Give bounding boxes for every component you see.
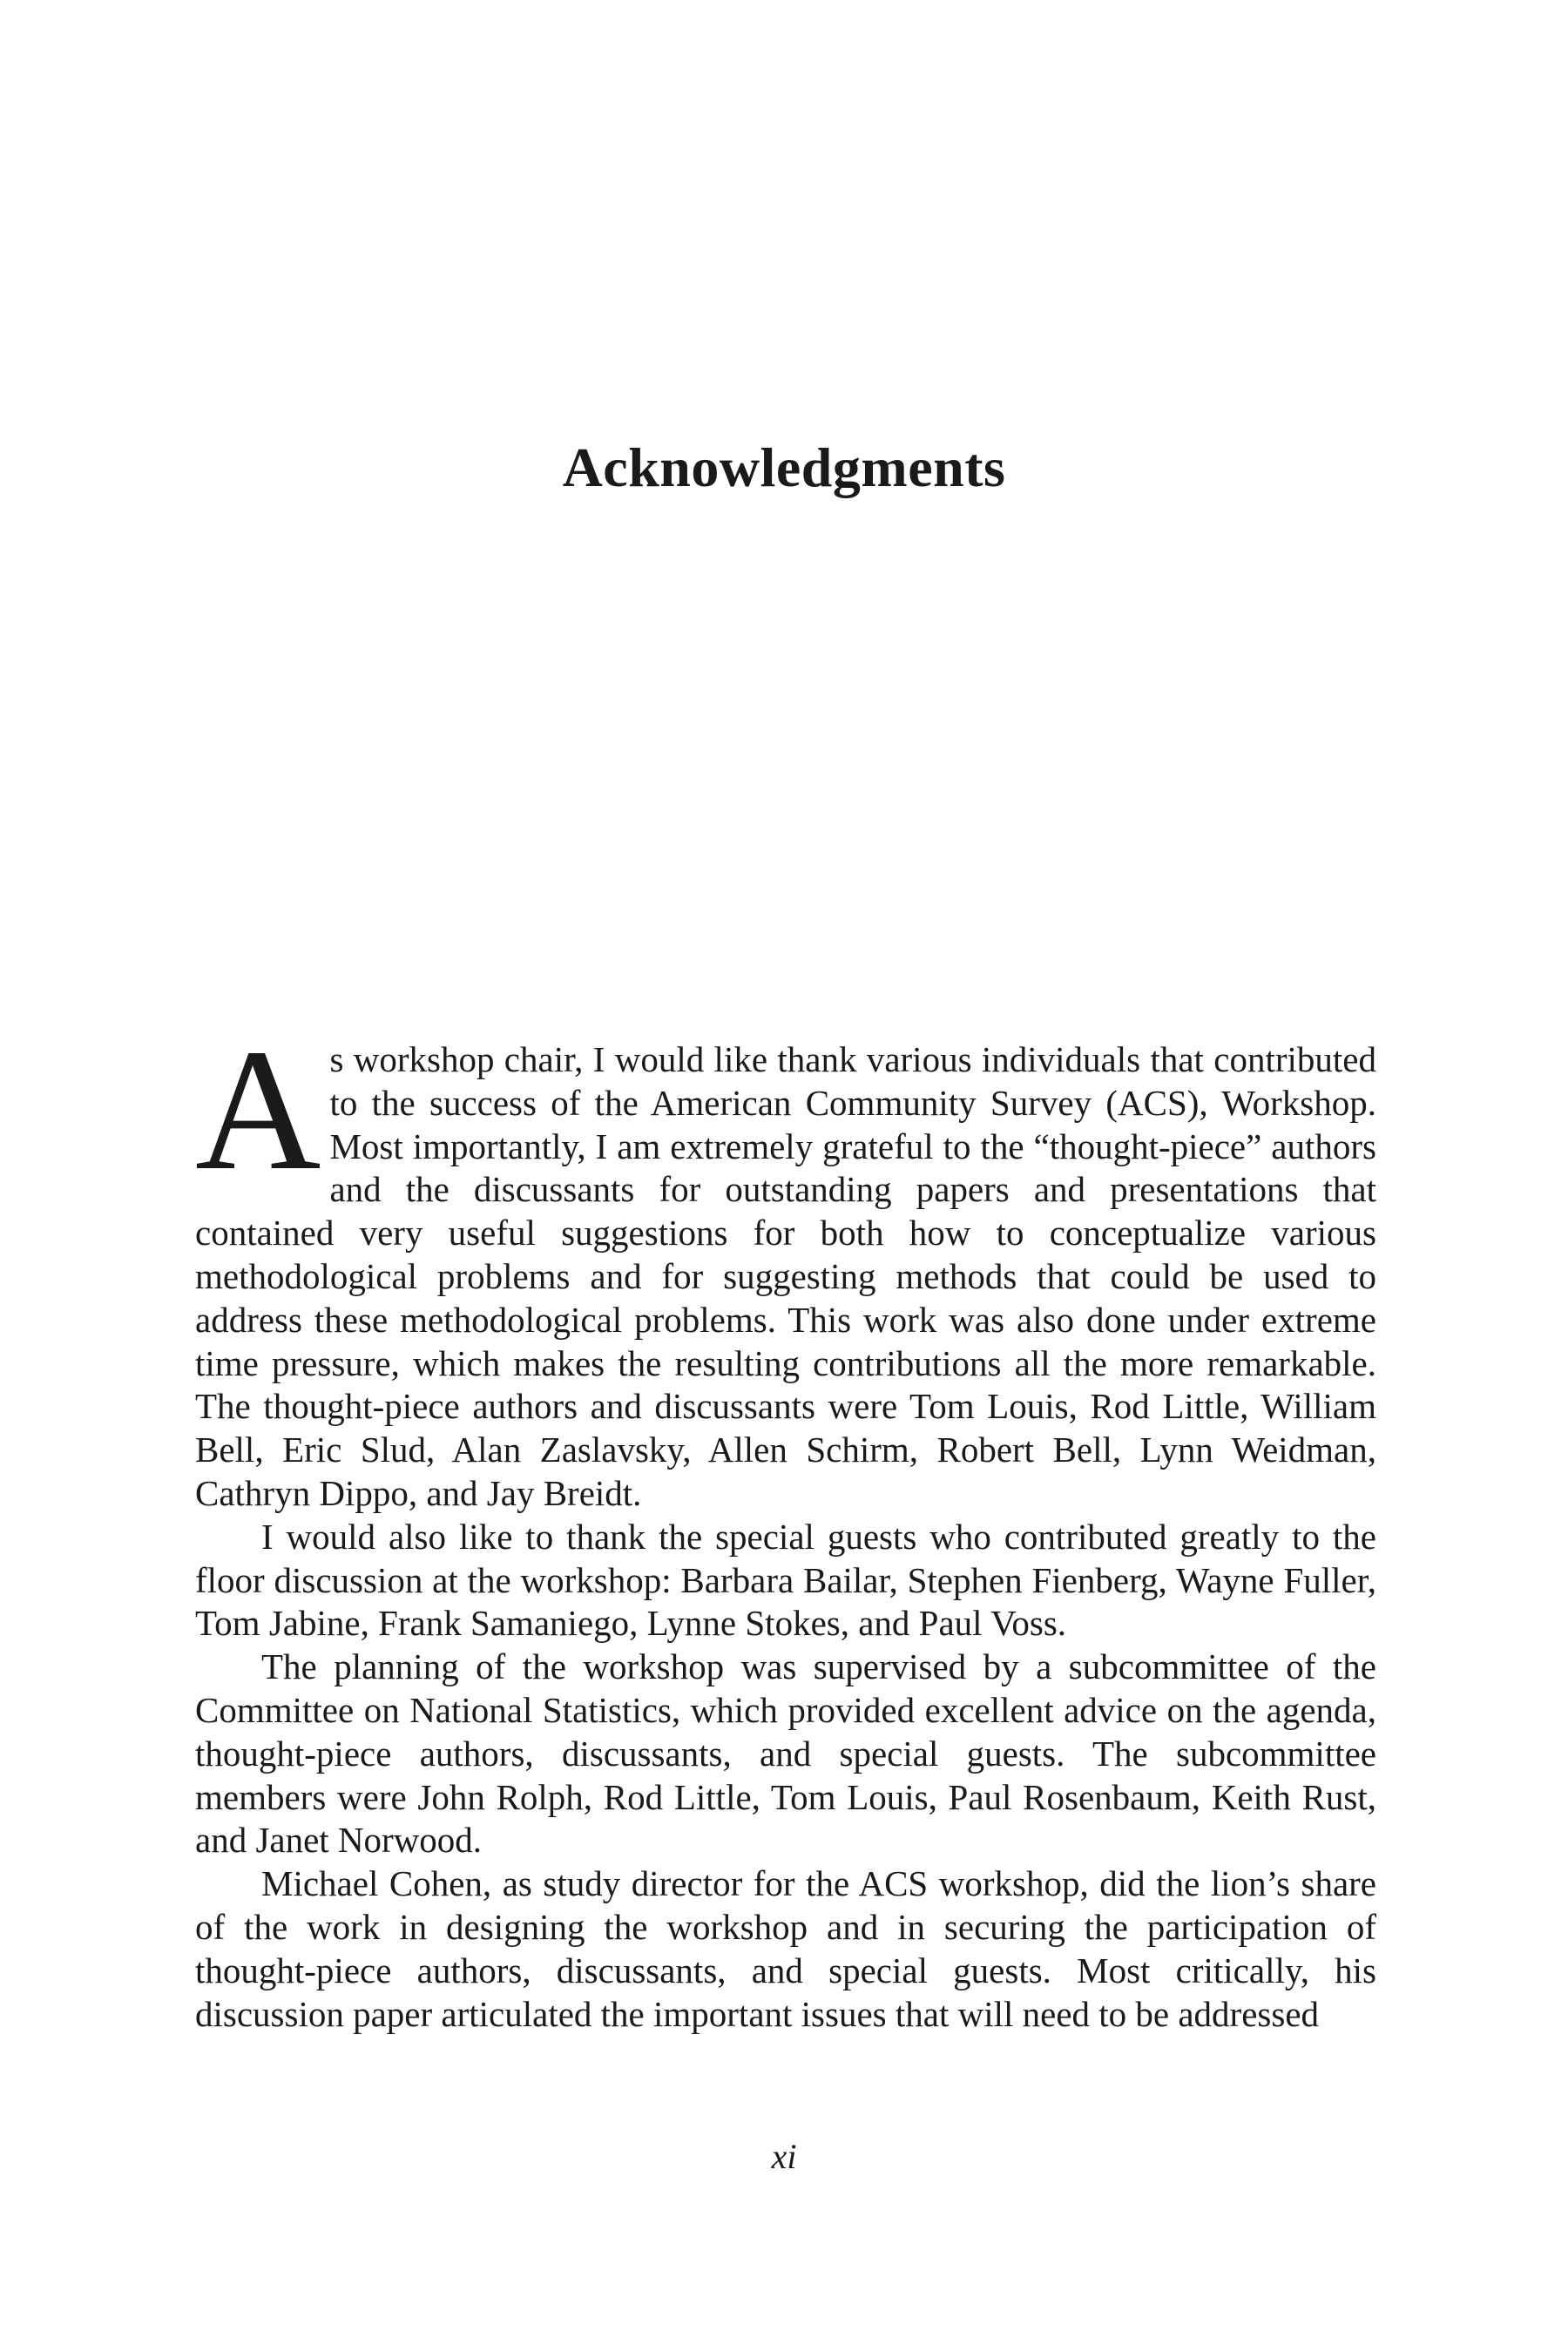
paragraph-1 <box>195 1014 1376 1516</box>
page-title: Acknowledgments <box>562 436 1006 498</box>
acknowledgments-body <box>195 1014 1376 2036</box>
paragraph-1-text: s workshop chair, I would like thank various individuals that contributed to the success of the American Community Survey (ACS), Workshop. Most importantly, I am extremely grateful to the “thought-piece” authors and the discussants for outstanding papers and presentations that contained very useful suggestions for both how to conceptualize various methodological problems and for suggesting methods that could be used to address these methodological problems. This work was also done under extreme time pressure, which makes the resulting contributions all the more remarkable. The thought-piece authors and discussants were Tom Louis, Rod Little, William Bell, Eric Slud, Alan Zaslavsky, Allen Schirm, Robert Bell, Lynn Weidman, Cathryn Dippo, and Jay Breidt. <box>195 1039 1376 1513</box>
paragraph-4: Michael Cohen, as study director for the ACS workshop, did the lion’s share of the work in designing the workshop and in securing the participation of thought-piece authors, discussants, and special guests. Most critically, his discussion paper articulated the important issues that will need to be addressed <box>195 1863 1376 2034</box>
paragraph-3: The planning of the workshop was supervised by a subcommittee of the Committee on National Statistics, which provided excellent advice on the agenda, thought-piece authors, discussants, and special guests. The subcommittee members were John Rolph, Rod Little, Tom Louis, Paul Rosenbaum, Keith Rust, and Janet Norwood. <box>195 1646 1376 1861</box>
paragraph-2: I would also like to thank the special guests who contributed greatly to the floor discussion at the workshop: Barbara Bailar, Stephen Fienberg, Wayne Fuller, Tom Jabine, Frank Samaniego, Lynne Stokes, and Paul Voss. <box>195 1516 1376 1644</box>
page-number: xi <box>771 2137 797 2176</box>
drop-cap: A <box>195 1014 321 1206</box>
